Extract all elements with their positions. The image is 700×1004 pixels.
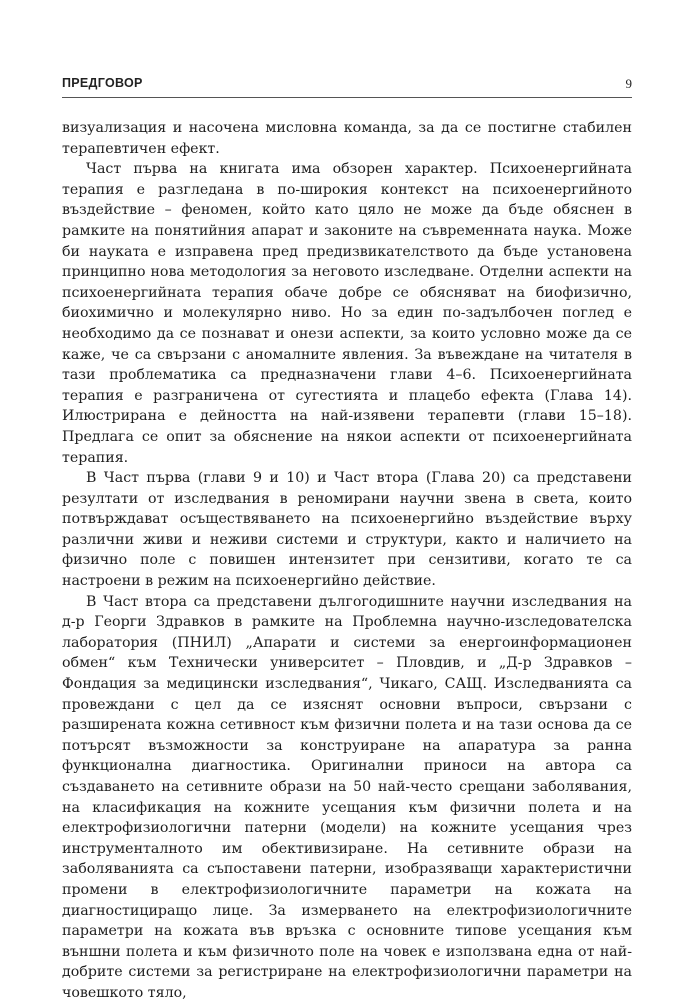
paragraph: В Част втора са представени дългогодишните научни изследвания на д-р Георги Здравков в рамките на Проблемна научно-изследователска лаборатория (ПНИЛ) „Апарати и системи за енергоинформационен обмен“ към Технически университет – Пловдив, и „Д-р Здравков – Фондация за медицински изследвания“, Чикаго, САЩ. Изследванията са провеждани с цел да се изяснят основни въпроси, свързани с разширената кожна сетивност към физични полета и на тази основа да се потърсят възможности за конструиране на апаратура за ранна функционална диагностика. Оригинални приноси на автора са създаването на сетивните образи на 50 най-често срещани заболявания, на класификация на кожните усещания към физични полета и на електрофизиологични патерни (модели) на кожните усещания чрез инструменталното им обективизиране. На сетивните образи на заболяванията са съпоставени патерни, изобразяващи характеристични промени в електрофизиологичните параметри на кожата на диагностициращо лице. За измерването на електрофизиологичните параметри на кожата във връзка с основните типове усещания към външни полета и към физичното поле на човек е използвана една от най-добрите системи за регистриране на електрофизиологични параметри на човешкото тяло, — [62, 593, 632, 1001]
paragraph: визуализация и насочена мисловна команда, за да се постигне стабилен терапевтичен ефект. — [62, 120, 632, 157]
page-header — [62, 76, 632, 98]
paragraph: Част първа на книгата има обзорен характер. Психоенергийната терапия е разгледана в по-широкия контекст на психоенергийното въздействие – феномен, който като цяло не може да бъде обяснен в рамките на понятийния апарат и законите на съвременната наука. Може би науката е изправена пред предизвикателството да бъде установена принципно нова методология за неговото изследване. Отделни аспекти на психоенергийната терапия обаче добре се обясняват на биофизично, биохимично и молекулярно ниво. Но за един по-задълбочен поглед е необходимо да се познават и онези аспекти, за които условно може да се каже, че са свързани с аномалните явления. За въвеждане на читателя в тази проблематика са предназначени глави 4–6. Психоенергийната терапия е разграничена от сугестията и плацебо ефекта (Глава 14). Илюстрирана е дейността на най-изявени терапевти (глави 15–18). Предлага се опит за обяснение на някои аспекти от психоенергийната терапия. — [62, 161, 632, 466]
running-head: ПРЕДГОВОР — [62, 76, 143, 90]
header-rule — [62, 97, 632, 98]
page-number: 9 — [625, 76, 632, 91]
paragraph: В Част първа (глави 9 и 10) и Част втора (Глава 20) са представени резултати от изследвания в реномирани научни звена в света, които потвърждават осъществяването на психоенергийно въздействие върху различни живи и неживи системи и структури, както и наличието на физично поле с повишен интензитет при сензитиви, когато те са настроени в режим на психоенергийно действие. — [62, 470, 632, 590]
body-text — [62, 118, 632, 1004]
